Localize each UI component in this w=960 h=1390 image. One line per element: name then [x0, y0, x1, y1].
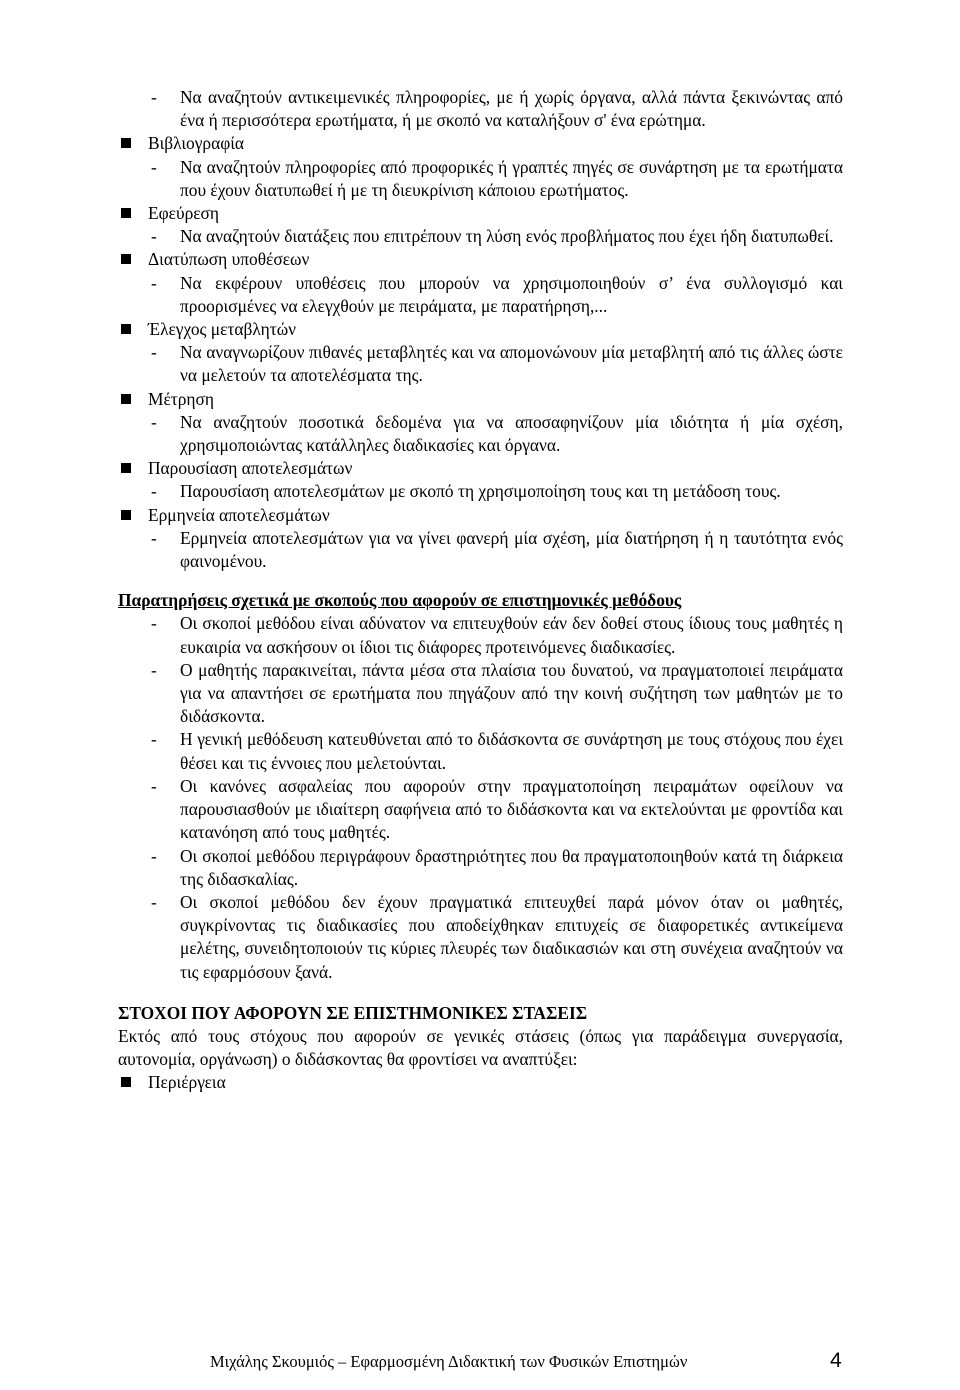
section-heading: [118, 589, 843, 612]
block-text: Παρουσίαση αποτελεσμάτων: [148, 458, 353, 479]
block-text: Να αναζητούν πληροφορίες από προφορικές ή γραπτές πηγές σε συνάρτηση με τα ερωτήματα που έχουν διατυπωθεί ή με τη διευκρίνιση κάποιου ερωτήματος.: [180, 156, 843, 200]
block-text: Περιέργεια: [148, 1072, 226, 1093]
dash-list-item: [118, 272, 843, 318]
square-bullet-item: [118, 457, 843, 480]
block-text: Οι σκοποί μεθόδου δεν έχουν πραγματικά επιτευχθεί παρά μόνον όταν οι μαθητές, συγκρίνοντας τις διαδικασίες που αποδείχθηκαν επιτυχείς σε διαφορετικές αντικείμενα μελέτης, συνειδητοποιούν τις κύριες πλευρές των διαδικασιών και στη συνέχεια αναζητούν να τις εφαρμόσουν ξανά.: [180, 891, 843, 982]
block-text: Ερμηνεία αποτελεσμάτων: [148, 504, 330, 525]
block-text: Να αναζητούν αντικειμενικές πληροφορίες, με ή χωρίς όργανα, αλλά πάντα ξεκινώντας από ένα ή περισσότερα ερωτήματα, ή με σκοπό να καταλήξουν σ' ένα ερώτημα.: [180, 87, 843, 131]
block-text: Οι σκοποί μεθόδου περιγράφουν δραστηριότητες που θα πραγματοποιηθούν κατά τη διάρκεια της διδασκαλίας.: [180, 845, 843, 889]
square-bullet-icon: [121, 463, 131, 473]
block-text: Μέτρηση: [148, 388, 214, 409]
block-text: Η γενική μεθόδευση κατευθύνεται από το διδάσκοντα σε συνάρτηση με τους στόχους που έχει θέσει και τις έννοιες που μελετούνται.: [180, 729, 843, 773]
dash-list-item: [118, 845, 843, 891]
square-bullet-item: [118, 248, 843, 271]
dash-list-item: [118, 728, 843, 774]
block-spacer: [118, 984, 843, 1002]
square-bullet-item: [118, 1071, 843, 1094]
dash-list-item: [118, 527, 843, 573]
block-text: Να αναζητούν ποσοτικά δεδομένα για να αποσαφηνίζουν μία ιδιότητα ή μία σχέση, χρησιμοποιώντας κατάλληλες διαδικασίες και όργανα.: [180, 411, 843, 456]
square-bullet-icon: [121, 138, 131, 148]
dash-list-item: [118, 480, 843, 503]
block-text: Εκτός από τους στόχους που αφορούν σε γενικές στάσεις (όπως για παράδειγμα συνεργασία, αυτονομία, οργάνωση) ο διδάσκοντας θα φροντίσει να αναπτύξει:: [118, 1025, 843, 1070]
dash-list-item: [118, 659, 843, 729]
square-bullet-icon: [121, 324, 131, 334]
square-bullet-item: [118, 202, 843, 225]
square-bullet-item: [118, 132, 843, 155]
footer-text: Μιχάλης Σκουμιός – Εφαρμοσμένη Διδακτική των Φυσικών Επιστημών: [210, 1352, 688, 1371]
block-text: Παρατηρήσεις σχετικά με σκοπούς που αφορούν σε επιστημονικές μεθόδους: [118, 590, 682, 611]
block-text: Να αναγνωρίζουν πιθανές μεταβλητές και να απομονώνουν μία μεταβλητή από τις άλλες ώστε να μελετούν τα αποτελέσματα της.: [180, 342, 843, 386]
block-text: Εφεύρεση: [148, 203, 220, 224]
block-text: Έλεγχος μεταβλητών: [148, 319, 296, 340]
dash-list-item: [118, 775, 843, 845]
dash-list-item: [118, 612, 843, 658]
paragraph: [118, 1025, 843, 1071]
dash-list-item: [118, 891, 843, 984]
dash-list-item: [118, 156, 843, 202]
block-text: Να αναζητούν διατάξεις που επιτρέπουν τη λύση ενός προβλήματος που έχει ήδη διατυπωθεί.: [180, 226, 834, 247]
dash-list-item: [118, 341, 843, 387]
square-bullet-icon: [121, 1077, 131, 1087]
square-bullet-item: [118, 504, 843, 527]
square-bullet-item: [118, 388, 843, 411]
square-bullet-item: [118, 318, 843, 341]
block-text: ΣΤΟΧΟΙ ΠΟΥ ΑΦΟΡΟΥΝ ΣΕ ΕΠΙΣΤΗΜΟΝΙΚΕΣ ΣΤΑΣΕΙΣ: [118, 1002, 588, 1023]
block-spacer: [118, 573, 843, 589]
block-text: Οι σκοποί μεθόδου είναι αδύνατον να επιτευχθούν εάν δεν δοθεί στους ίδιους τους μαθητές η ευκαιρία να ασκήσουν οι ίδιοι τις διάφορες προτεινόμενες διαδικασίες.: [180, 613, 843, 657]
dash-list-item: [118, 411, 843, 457]
block-text: Διατύπωση υποθέσεων: [148, 249, 310, 270]
page-number: 4: [830, 1349, 842, 1372]
block-text: Οι κανόνες ασφαλείας που αφορούν στην πραγματοποίηση πειραμάτων οφείλουν να παρουσιασθούν με ιδιαίτερη σαφήνεια από το διδάσκοντα και να εκτελούνται με φροντίδα και κατανόηση από τους μαθητές.: [180, 775, 843, 843]
block-text: Παρουσίαση αποτελεσμάτων με σκοπό τη χρησιμοποίηση τους και τη μετάδοση τους.: [180, 481, 781, 502]
dash-list-item: [118, 86, 843, 132]
dash-list-item: [118, 225, 843, 248]
square-bullet-icon: [121, 394, 131, 404]
block-text: Ερμηνεία αποτελεσμάτων για να γίνει φανερή μία σχέση, μία διατήρηση ή η ταυτότητα ενός φαινομένου.: [180, 527, 843, 572]
square-bullet-icon: [121, 208, 131, 218]
square-bullet-icon: [121, 254, 131, 264]
block-text: Ο μαθητής παρακινείται, πάντα μέσα στα πλαίσια του δυνατού, να πραγματοποιεί πειράματα για να απαντήσει σε ερωτήματα που πηγάζουν από την κοινή συζήτηση των μαθητών με το διδάσκοντα.: [180, 659, 843, 727]
block-text: Να εκφέρουν υποθέσεις που μπορούν να χρησιμοποιηθούν σ’ ένα συλλογισμό και προορισμένες να ελεγχθούν με πειράματα, με παρατήρηση,...: [180, 272, 843, 316]
square-bullet-icon: [121, 510, 131, 520]
page-content: [118, 86, 843, 1095]
section-title: [118, 1002, 843, 1025]
block-text: Βιβλιογραφία: [148, 133, 245, 154]
